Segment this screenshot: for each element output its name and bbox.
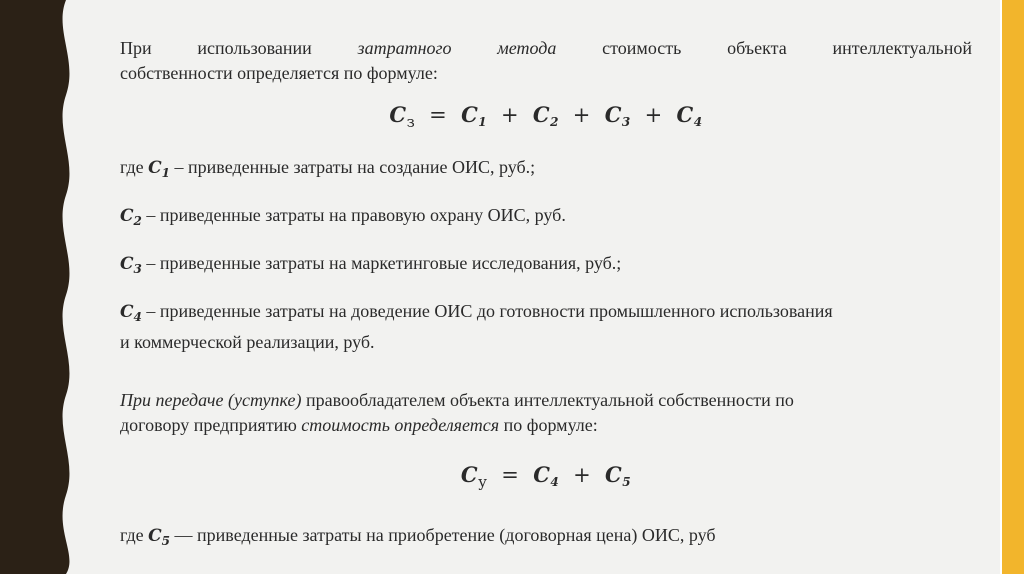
intro-line-1: При использовании затратного метода стоимость объекта интеллектуальной [120, 38, 973, 58]
definition-c4: $C_4$ – приведенные затраты на доведение ОИС до готовности промышленного использования [120, 301, 833, 324]
wavy-edge-decoration [52, 0, 82, 574]
definition-c5: где $C_5$ — приведенные затраты на приобретение (договорная цена) ОИС, руб [120, 525, 716, 548]
transfer-line-2: договору предприятию стоимость определяется по формуле: [120, 415, 598, 435]
definition-c2: $C_2$ – приведенные затраты на правовую охрану ОИС, руб. [120, 205, 566, 228]
slide-content [120, 36, 972, 554]
formula-cost-method: $C_з = C_1 + C_2 + C_3 + C_4$ [389, 102, 703, 131]
intro-line-2: собственности определяется по формуле: [120, 63, 438, 83]
formula-transfer: $C_у = C_4 + C_5$ [460, 462, 632, 491]
definition-c4-cont: и коммерческой реализации, руб. [120, 332, 375, 352]
definition-c1: где $C_1$ – приведенные затраты на создание ОИС, руб.; [120, 157, 536, 180]
accent-bar [1002, 0, 1024, 574]
transfer-line-1: При передаче (уступке) правообладателем объекта интеллектуальной собственности по [120, 390, 794, 410]
definition-c3: $C_3$ – приведенные затраты на маркетинговые исследования, руб.; [120, 253, 622, 276]
